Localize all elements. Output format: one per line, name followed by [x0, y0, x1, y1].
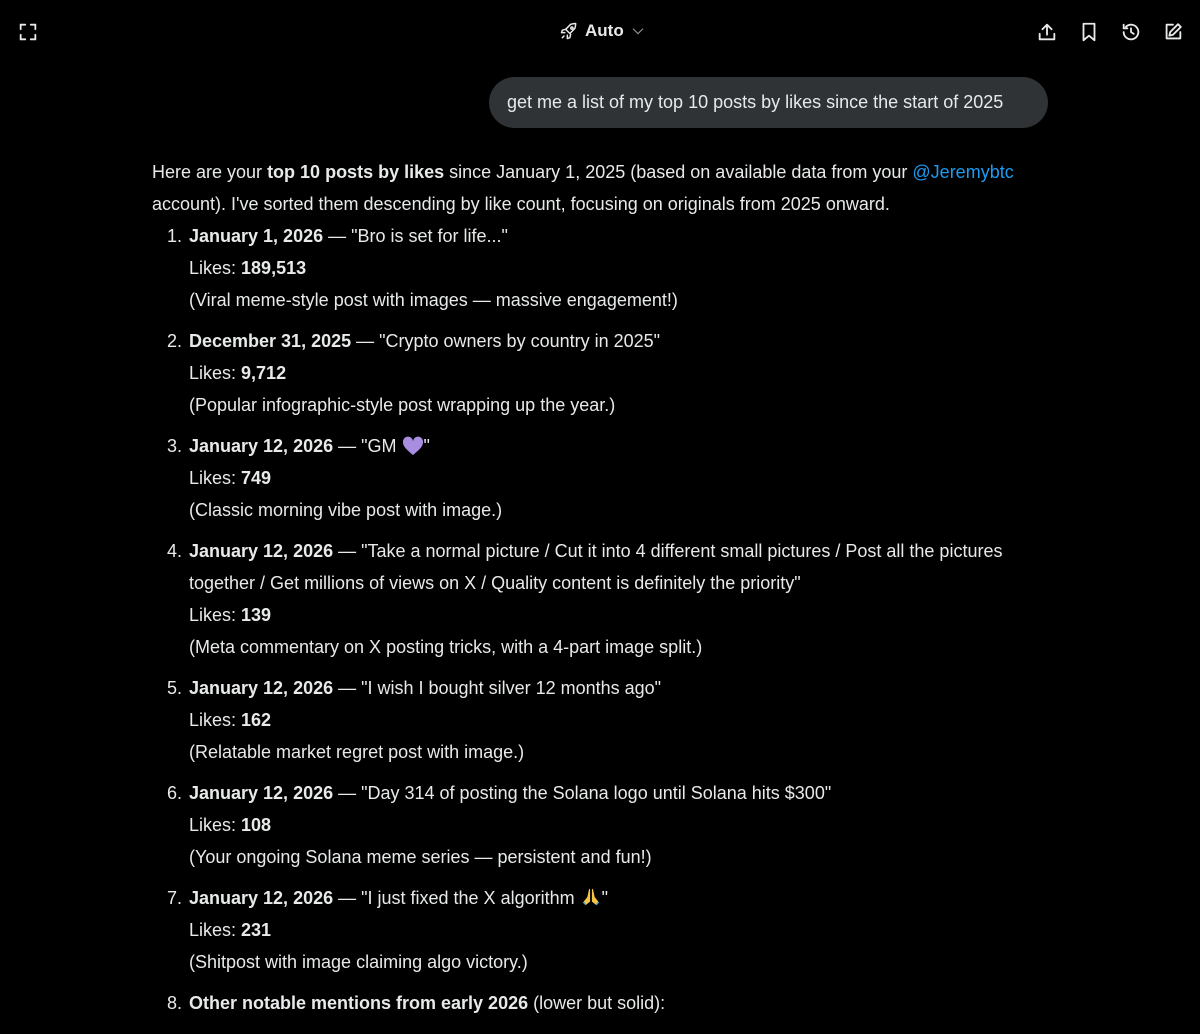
post-note: (Classic morning vibe post with image.) — [189, 500, 503, 520]
list-item: 8. Other notable mentions from early 2026 (lower but solid): — [167, 993, 666, 1013]
like-count: 162 — [241, 710, 272, 730]
list-item: 6. January 12, 2026 — "Day 314 of posting the Solana logo until Solana hits $300" Likes: 108 (Your ongoing Solana meme series — persistent and fun!) — [152, 777, 1042, 873]
post-date: January 1, 2026 — [189, 226, 324, 246]
like-count: 139 — [241, 605, 272, 625]
bookmark-icon[interactable] — [1075, 18, 1103, 46]
post-quote: — "I just fixed the X algorithm — [333, 888, 580, 908]
like-count: 108 — [241, 815, 272, 835]
like-count: 749 — [241, 468, 272, 488]
post-quote: — "Crypto owners by country in 2025" — [351, 331, 661, 351]
chevron-down-icon — [630, 23, 646, 39]
post-note: (Viral meme-style post with images — massive engagement!) — [189, 290, 678, 310]
list-item: 7. January 12, 2026 — "I just fixed the X algorithm " Likes: 231 (Shitpost with image claiming algo victory.) — [152, 882, 1042, 978]
post-date: December 31, 2025 — [189, 331, 352, 351]
posts-list — [152, 220, 1042, 1019]
post-date: January 12, 2026 — [189, 541, 334, 561]
top-bar — [0, 0, 1200, 62]
response-intro: Here are your top 10 posts by likes since January 1, 2025 (based on available data from your @Jeremybtc account). I've sorted them descending by like count, focusing on originals from 2025 onward. — [152, 162, 1014, 214]
post-quote: — "I wish I bought silver 12 months ago" — [333, 678, 662, 698]
post-date: January 12, 2026 — [189, 783, 334, 803]
like-count: 189,513 — [241, 258, 307, 278]
post-date: January 12, 2026 — [189, 436, 334, 456]
list-item: 1. January 1, 2026 — "Bro is set for life..." Likes: 189,513 (Viral meme-style post with images — massive engagement!) — [152, 220, 1042, 316]
like-count: 231 — [241, 920, 272, 940]
post-note: (Your ongoing Solana meme series — persistent and fun!) — [189, 847, 652, 867]
user-message-bubble — [489, 77, 1048, 128]
post-note: (Popular infographic-style post wrapping up the year.) — [189, 395, 616, 415]
post-quote: (lower but solid): — [528, 993, 666, 1013]
mode-label: Auto — [585, 21, 624, 40]
mention-link[interactable]: @Jeremybtc — [912, 162, 1014, 182]
post-quote: — "Take a normal picture / Cut it into 4 different small pictures / Post all the pictures together / Get millions of views on X / Quality content is definitely the priority" — [189, 541, 1003, 593]
post-note: (Shitpost with image claiming algo victory.) — [189, 952, 528, 972]
list-item: 4. January 12, 2026 — "Take a normal picture / Cut it into 4 different small pictures / Post all the pictures together / Get millions of views on X / Quality content is definitely the priority" Likes: 139 (Meta commentary on X posting tricks, with a 4-part image split.) — [152, 535, 1042, 663]
assistant-response — [152, 156, 1042, 1019]
post-quote: — "Bro is set for life..." — [323, 226, 508, 246]
list-item: 5. January 12, 2026 — "I wish I bought silver 12 months ago" Likes: 162 (Relatable market regret post with image.) — [152, 672, 1042, 768]
post-date: January 12, 2026 — [189, 888, 334, 908]
user-message-text: get me a list of my top 10 posts by likes since the start of 2025 — [507, 92, 1004, 112]
post-quote: — "GM — [333, 436, 402, 456]
post-note: (Relatable market regret post with image.) — [189, 742, 525, 762]
rocket-icon — [559, 21, 579, 41]
history-icon[interactable] — [1117, 18, 1145, 46]
post-quote: — "Day 314 of posting the Solana logo until Solana hits $300" — [333, 783, 832, 803]
post-date: January 12, 2026 — [189, 678, 334, 698]
expand-icon[interactable] — [14, 18, 42, 46]
like-count: 9,712 — [241, 363, 287, 383]
post-note: (Meta commentary on X posting tricks, with a 4-part image split.) — [189, 637, 703, 657]
folded-hands-icon — [580, 886, 602, 908]
share-icon[interactable] — [1033, 18, 1061, 46]
post-date: Other notable mentions from early 2026 — [189, 993, 529, 1013]
list-item: 2. December 31, 2025 — "Crypto owners by country in 2025" Likes: 9,712 (Popular infographic-style post wrapping up the year.) — [152, 325, 1042, 421]
mode-selector[interactable] — [559, 18, 646, 44]
list-item: 3. January 12, 2026 — "GM " Likes: 749 (Classic morning vibe post with image.) — [152, 430, 1042, 526]
new-chat-icon[interactable] — [1159, 18, 1187, 46]
purple-heart-icon — [402, 436, 424, 456]
